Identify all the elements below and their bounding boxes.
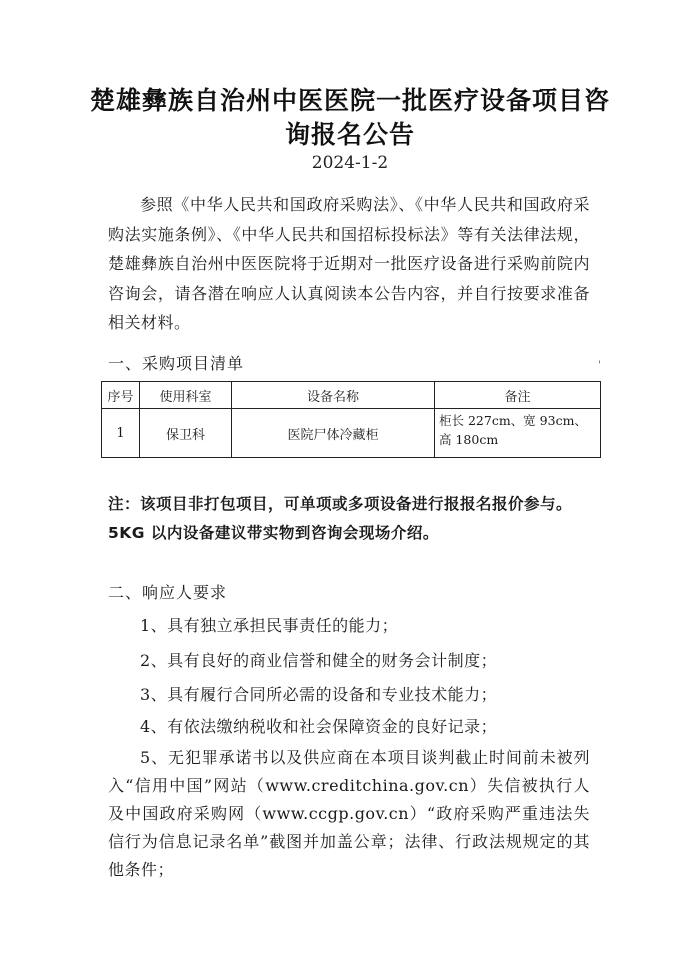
cell-remark: 柜长 227cm、宽 93cm、高 180cm: [435, 409, 601, 458]
publish-date: 2024-1-2: [311, 153, 389, 173]
requirement-item: 1、具有独立承担民事责任的能力；: [140, 616, 399, 635]
page-title: 楚雄彝族自治州中医医院一批医疗设备项目咨询报名公告: [89, 86, 610, 149]
cell-no: 1: [102, 409, 140, 458]
section-title-requirements: 二、响应人要求: [108, 583, 228, 602]
col-header-remark: 备注: [435, 382, 601, 409]
table-row: [102, 409, 601, 458]
stray-mark: ': [598, 360, 601, 371]
col-header-no: 序号: [102, 382, 140, 409]
section-title-items: 一、采购项目清单: [108, 354, 245, 373]
note-paragraph: 注：该项目非打包项目，可单项或多项设备进行报报名报价参与。5KG 以内设备建议带实物到咨询会现场介绍。: [108, 495, 573, 542]
table-header-row: [102, 382, 601, 409]
procurement-table: [101, 381, 601, 458]
intro-paragraph: 参照《中华人民共和国政府采购法》、《中华人民共和国政府采购法实施条例》、《中华人民共和国招标投标法》等有关法律法规，楚雄彝族自治州中医医院将于近期对一批医疗设备进行采购前院内咨询会，请各潜在响应人认真阅读本公告内容，并自行按要求准备相关材料。: [108, 195, 590, 332]
col-header-name: 设备名称: [232, 382, 435, 409]
requirement-item: 2、具有良好的商业信誉和健全的财务会计制度；: [140, 651, 498, 670]
requirement-item: 4、有依法缴纳税收和社会保障资金的良好记录；: [140, 717, 498, 736]
cell-name: 医院尸体冷藏柜: [232, 409, 435, 458]
col-header-dept: 使用科室: [140, 382, 232, 409]
requirement-item: 3、具有履行合同所必需的设备和专业技术能力；: [140, 685, 498, 704]
requirement-item: 5、无犯罪承诺书以及供应商在本项目谈判截止时间前未被列入“信用中国”网站（www.creditchina.gov.cn）失信被执行人及中国政府采购网（www.ccgp.gov.cn）“政府采购严重违法失信行为信息记录名单”截图并加盖公章；法律、行政法规规定的其他条件；: [108, 748, 590, 879]
cell-dept: 保卫科: [140, 409, 232, 458]
